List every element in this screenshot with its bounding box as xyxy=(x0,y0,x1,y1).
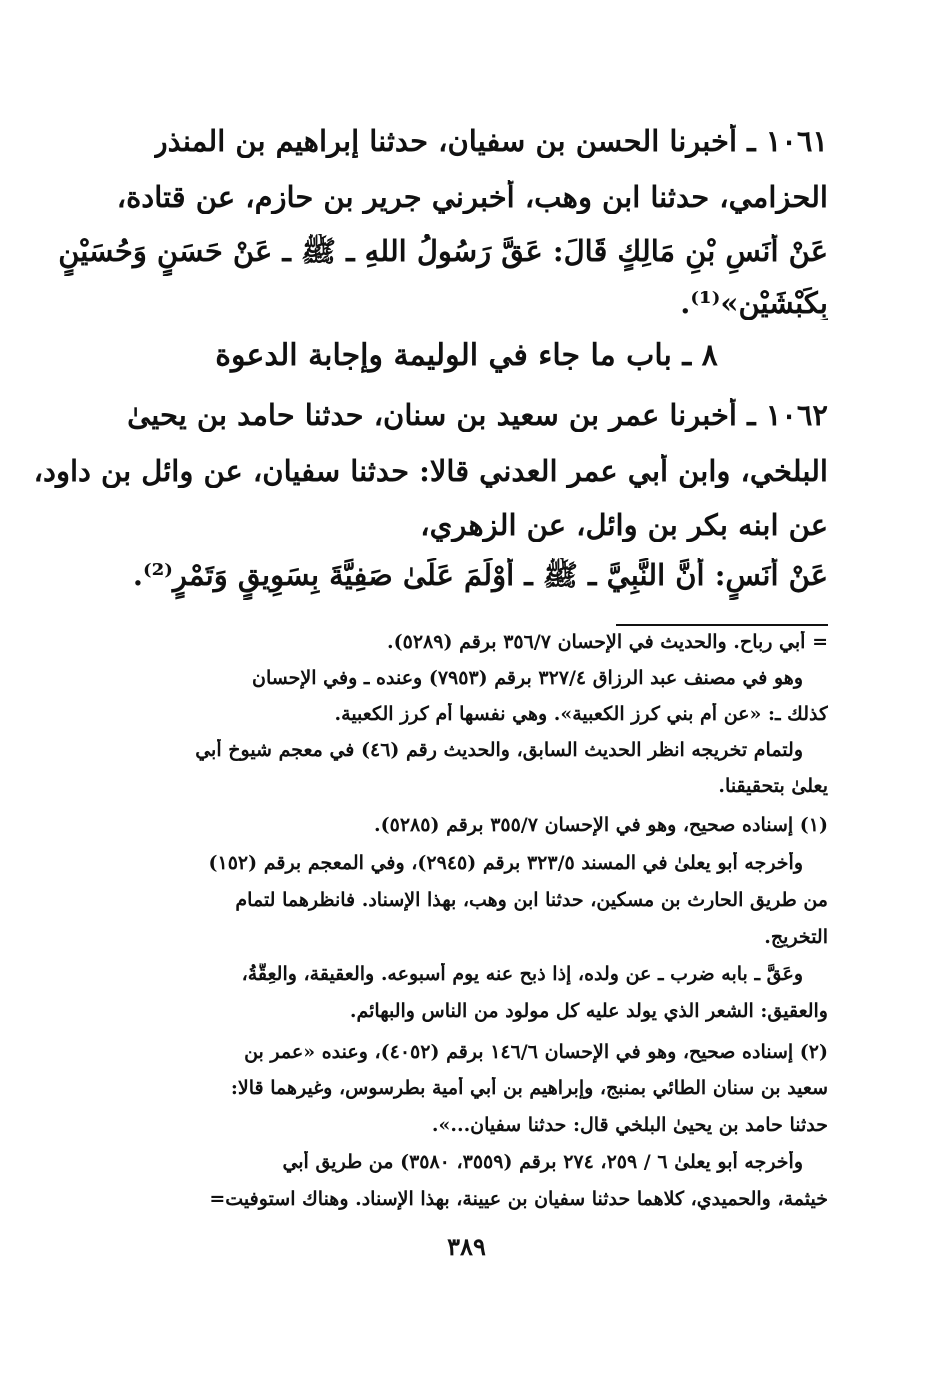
footnote-line: وهو في مصنف عبد الرزاق ٣٢٧/٤ برقم (٧٩٥٣) وعنده ـ وفي الإحسان xyxy=(251,667,803,689)
footnote-line: يعلىٰ بتحقيقنا. xyxy=(718,775,828,797)
footnote-line: وعَقَّ ـ بابه ضرب ـ عن ولده، إذا ذبح عنه يوم أسبوعه. والعقيقة، والعِقَّةُ، xyxy=(241,963,803,985)
hadith-1061-line-1: ١٠٦١ ـ أخبرنا الحسن بن سفيان، حدثنا إبراهيم بن المنذر xyxy=(153,124,828,158)
footnote-line: ولتمام تخريجه انظر الحديث السابق، والحديث رقم (٤٦) في معجم شيوخ أبي xyxy=(195,739,803,761)
footnote-line: والعقيق: الشعر الذي يولد عليه كل مولود من الناس والبهائم. xyxy=(349,1000,828,1022)
hadith-1061-line-2: الحزامي، حدثنا ابن وهب، أخبرني جرير بن حازم، عن قتادة، xyxy=(116,180,828,214)
footnote-line: حدثنا حامد بن يحيىٰ البلخي قال: حدثنا سفيان...». xyxy=(431,1114,828,1136)
footnote-line: خيثمة، والحميدي، كلاهما حدثنا سفيان بن عيينة، بهذا الإسناد. وهناك استوفيت= xyxy=(209,1188,828,1210)
footnote-line: التخريج. xyxy=(764,926,828,948)
hadith-1062-line-4: عَنْ أَنَسٍ: أَنَّ النَّبِيَّ ـ ﷺ ـ أَوْلَمَ عَلَىٰ صَفِيَّةَ بِسَوِيقٍ وَتَمْرٍ⁽²⁾. xyxy=(132,558,828,592)
hadith-1061-line-3: عَنْ أَنَسِ بْنِ مَالِكٍ قَالَ: عَقَّ رَسُولُ اللهِ ـ ﷺ ـ عَنْ حَسَنٍ وَحُسَيْنٍ xyxy=(58,234,828,268)
footnote-line: وأخرجه أبو يعلىٰ في المسند ٣٢٣/٥ برقم (٢٩٤٥)، وفي المعجم برقم (١٥٢) xyxy=(208,852,803,874)
chapter-heading: ٨ ـ باب ما جاء في الوليمة وإجابة الدعوة xyxy=(215,338,718,373)
hadith-1061-line-4: بِكَبْشَيْنِ»⁽¹⁾. xyxy=(680,286,828,320)
hadith-1062-line-1: ١٠٦٢ ـ أخبرنا عمر بن سعيد بن سنان، حدثنا حامد بن يحيىٰ xyxy=(127,398,828,432)
footnote-2: (٢) إسناده صحيح، وهو في الإحسان ١٤٦/٦ برقم (٤٠٥٢)، وعنده «عمر بن xyxy=(244,1041,828,1063)
footnote-line: = أبي رباح. والحديث في الإحسان ٣٥٦/٧ برقم (٥٢٨٩). xyxy=(387,631,828,653)
footnote-line: كذلك ـ: «عن أم بني كرز الكعبية». وهي نفسها أم كرز الكعبية. xyxy=(334,703,828,725)
footnote-1: (١) إسناده صحيح، وهو في الإحسان ٣٥٥/٧ برقم (٥٢٨٥). xyxy=(374,814,828,836)
footnote-line: سعيد بن سنان الطائي بمنبج، وإبراهيم بن أبي أمية بطرسوس، وغيرهما قالا: xyxy=(230,1077,828,1099)
hadith-1062-line-3: عن ابنه بكر بن وائل، عن الزهري، xyxy=(420,508,828,542)
page-number: ٣٨٩ xyxy=(447,1232,486,1261)
footnote-line: من طريق الحارث بن مسكين، حدثنا ابن وهب، بهذا الإسناد. فانظرهما لتمام xyxy=(235,889,828,911)
footnote-separator xyxy=(616,624,828,626)
footnote-line: وأخرجه أبو يعلىٰ ٦ / ٢٥٩، ٢٧٤ برقم (٣٥٥٩، ٣٥٨٠) من طريق أبي xyxy=(282,1151,803,1173)
hadith-1062-line-2: البلخي، وابن أبي عمر العدني قالا: حدثنا سفيان، عن وائل بن داود، xyxy=(33,454,828,488)
